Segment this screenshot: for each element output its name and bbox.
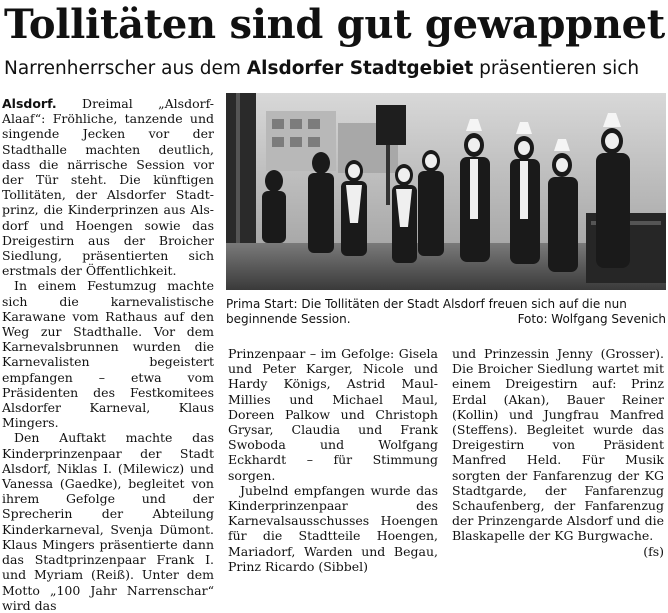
headline: Tollitäten sind gut gewappnet: [4, 1, 665, 48]
paragraph-5: Jubelnd empfangen wurde das Kinderprinzenpaar des Karnevalsausschusses Hoengen für die Stadtteile Hoengen, Mariadorf, Warden und Begau, Prinz Ricardo (Sibbel): [228, 482, 438, 574]
dateline: Alsdorf.: [2, 96, 57, 111]
paragraph-4: Prinzenpaar – im Gefolge: Gisela und Peter Karger, Nicole und Hardy Königs, Astrid Maul-Millies und Michael Maul, Doreen Palkow und Christoph Grysar, Claudia und Frank Swoboda und Wolfgang Eckhardt – für Stimmung sorgen.: [228, 346, 438, 483]
photo-illustration: [226, 93, 666, 290]
photo-credit: Foto: Wolfgang Sevenich: [517, 312, 666, 326]
paragraph-3: Den Auftakt machte das Kinderprinzenpaar der Stadt Alsdorf, Niklas I. (Milewicz) und Vanessa (Gaedke), begleitet von ihrem Gefolge und der Sprecherin der Abteilung Kinderkarneval, Svenja Dümont. Klaus Mingers präsentierte dann das Stadtprinzenpaar Frank I. und Myriam (Reiß). Unter dem Motto „100 Jahr Narrenschar“ wird das: [2, 430, 214, 613]
column-3: [452, 346, 664, 559]
subhead-start: Narrenherrscher aus dem: [4, 58, 247, 79]
paragraph-1: [2, 96, 214, 278]
subheadline: [4, 56, 664, 82]
paragraph-2: In einem Festumzug machte sich die karnevalistische Karawane vom Rathaus auf den Weg zur Stadthalle. Vor dem Karnevalsbrunnen wurden die Karnevalisten begeistert empfangen – etwa vom Präsidenten des Festkomitees Alsdorfer Karneval, Klaus Mingers.: [2, 278, 214, 431]
paragraph-1-text: Dreimal „Alsdorf-Alaaf“: Fröhliche, tanzende und singende Jecken vor der Stadthalle machten deutlich, dass die närrische Session vor der Tür steht. Die künftigen Tollitäten, der Alsdorfer Stadtprinz, die Kinderprinzen aus Alsdorf und Hoengen sowie das Dreigestirn aus der Broicher Siedlung, präsentierten sich erstmals der Öffentlichkeit.: [2, 96, 214, 279]
subhead-bold: Alsdorfer Stadtgebiet: [246, 58, 474, 79]
photo-caption: [226, 297, 666, 327]
caption-text: Prima Start: Die Tollitäten der Stadt Alsdorf freuen sich auf die nun beginnende Session.: [226, 297, 627, 326]
article-photo: [226, 93, 666, 290]
paragraph-6-text: und Prinzessin Jenny (Grosser). Die Broicher Siedlung wartet mit einem Dreigestirn auf: Prinz Erdal (Akan), Bauer Reiner (Kollin) und Jungfrau Manfred (Steffens). Begleitet wurde das Dreigestirn von Präsident Manfred Held. Für Musik sorgten der Fanfarenzug der KG Stadtgarde, der Fanfarenzug Schaufenberg, der Fanfarenzug der Prinzengarde Alsdorf und die Blaskapelle der KG Burgwache.: [452, 346, 664, 544]
author-tag: (fs): [643, 543, 664, 559]
subhead-end: präsentieren sich: [473, 58, 640, 79]
paragraph-6: [452, 346, 664, 559]
column-1: [2, 96, 214, 613]
